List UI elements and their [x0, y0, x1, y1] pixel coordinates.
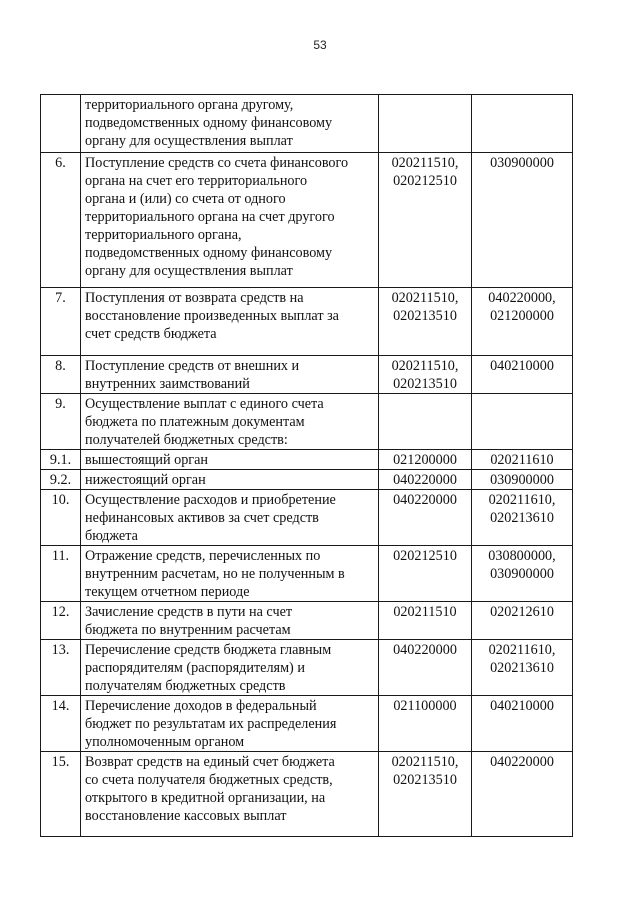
table-row — [41, 470, 573, 490]
table-row — [41, 153, 573, 288]
debit-code-cell — [379, 95, 472, 153]
description-line: территориального органа другому, — [85, 97, 294, 113]
description-line: бюджета по внутренним расчетам — [85, 622, 291, 638]
description-line: территориального органа, — [85, 227, 242, 243]
debit-code-cell — [379, 640, 472, 696]
credit-code-cell — [472, 95, 573, 153]
row-number-cell — [41, 95, 81, 153]
credit-code: 020212610 — [490, 604, 554, 620]
description-line: Отражение средств, перечисленных по — [85, 548, 321, 564]
debit-code-cell — [379, 470, 472, 490]
credit-code-cell — [472, 602, 573, 640]
debit-code-cell — [379, 394, 472, 450]
description-line: бюджет по результатам их распределения — [85, 716, 337, 732]
table-row — [41, 356, 573, 394]
credit-code-cell — [472, 450, 573, 470]
debit-code: 020211510, — [391, 754, 459, 770]
row-number: 12. — [51, 604, 70, 620]
debit-code: 020211510, — [391, 358, 459, 374]
debit-code: 020212510 — [393, 548, 457, 564]
description-line: Осуществление расходов и приобретение — [85, 492, 336, 508]
credit-code-cell — [472, 153, 573, 288]
credit-code-cell — [472, 394, 573, 450]
debit-code-cell — [379, 546, 472, 602]
description-line: нефинансовых активов за счет средств — [85, 510, 319, 526]
description-line: получателям бюджетных средств — [85, 678, 286, 694]
debit-code: 020211510 — [393, 604, 457, 620]
debit-code-cell — [379, 153, 472, 288]
description-line: территориального органа на счет другого — [85, 209, 335, 225]
table-row — [41, 752, 573, 837]
debit-code-cell — [379, 288, 472, 356]
credit-code-cell — [472, 356, 573, 394]
credit-code-cell — [472, 288, 573, 356]
debit-code: 020211510, — [391, 290, 459, 306]
description-line: Поступления от возврата средств на — [85, 290, 304, 306]
description-line: Поступление средств со счета финансового — [85, 155, 349, 171]
table-row — [41, 490, 573, 546]
debit-code-cell — [379, 696, 472, 752]
row-number-cell — [41, 356, 81, 394]
description-line: органу для осуществления выплат — [85, 263, 293, 279]
table-row — [41, 546, 573, 602]
row-number: 14. — [51, 698, 70, 714]
debit-code: 020213510 — [393, 376, 457, 392]
description-line: подведомственных одному финансовому — [85, 245, 333, 261]
credit-code: 040220000 — [490, 754, 554, 770]
credit-code: 020213610 — [490, 510, 554, 526]
debit-code-cell — [379, 752, 472, 837]
description-line: внутренним расчетам, но не полученным в — [85, 566, 345, 582]
table-row — [41, 394, 573, 450]
description-line: бюджета по платежным документам — [85, 414, 305, 430]
debit-code: 021100000 — [393, 698, 457, 714]
description-cell — [81, 394, 379, 450]
description-cell — [81, 288, 379, 356]
credit-code: 021200000 — [490, 308, 554, 324]
description-cell — [81, 450, 379, 470]
description-line: восстановление произведенных выплат за — [85, 308, 339, 324]
description-line: Перечисление средств бюджета главным — [85, 642, 332, 658]
accounting-table — [40, 94, 573, 837]
credit-code-cell — [472, 470, 573, 490]
row-number: 7. — [55, 290, 66, 306]
debit-code: 040220000 — [393, 472, 457, 488]
row-number: 9. — [55, 396, 66, 412]
description-cell — [81, 470, 379, 490]
description-cell — [81, 490, 379, 546]
description-cell — [81, 752, 379, 837]
description-line: восстановление кассовых выплат — [85, 808, 287, 824]
row-number: 10. — [51, 492, 70, 508]
description-line: органа на счет его территориального — [85, 173, 308, 189]
row-number: 13. — [51, 642, 70, 658]
row-number: 11. — [51, 548, 70, 564]
credit-code: 030900000 — [490, 566, 554, 582]
row-number-cell — [41, 394, 81, 450]
description-line: Осуществление выплат с единого счета — [85, 396, 324, 412]
table-row — [41, 450, 573, 470]
credit-code-cell — [472, 640, 573, 696]
row-number: 9.2. — [49, 472, 72, 488]
debit-code-cell — [379, 356, 472, 394]
debit-code: 020212510 — [393, 173, 457, 189]
description-line: органа и (или) со счета от одного — [85, 191, 286, 207]
credit-code-cell — [472, 490, 573, 546]
row-number: 9.1. — [49, 452, 72, 468]
description-cell — [81, 696, 379, 752]
row-number-cell — [41, 450, 81, 470]
credit-code: 020211610, — [488, 492, 556, 508]
description-cell — [81, 356, 379, 394]
description-line: Зачисление средств в пути на счет — [85, 604, 293, 620]
credit-code: 040220000, — [488, 290, 556, 306]
description-cell — [81, 602, 379, 640]
description-line: Поступление средств от внешних и — [85, 358, 300, 374]
description-line: бюджета — [85, 528, 138, 544]
debit-code: 020213510 — [393, 308, 457, 324]
row-number-cell — [41, 288, 81, 356]
description-cell — [81, 640, 379, 696]
page-number: 53 — [313, 38, 327, 52]
row-number-cell — [41, 153, 81, 288]
credit-code-cell — [472, 752, 573, 837]
credit-code: 030900000 — [490, 155, 554, 171]
row-number-cell — [41, 696, 81, 752]
credit-code: 040210000 — [490, 358, 554, 374]
row-number: 15. — [51, 754, 70, 770]
description-line: нижестоящий орган — [85, 472, 206, 488]
debit-code-cell — [379, 490, 472, 546]
credit-code: 020213610 — [490, 660, 554, 676]
table-row — [41, 602, 573, 640]
debit-code: 040220000 — [393, 642, 457, 658]
credit-code-cell — [472, 696, 573, 752]
description-cell — [81, 95, 379, 153]
credit-code: 040210000 — [490, 698, 554, 714]
row-number: 6. — [55, 155, 66, 171]
credit-code: 030900000 — [490, 472, 554, 488]
debit-code: 020211510, — [391, 155, 459, 171]
description-line: вышестоящий орган — [85, 452, 209, 468]
description-line: счет средств бюджета — [85, 326, 217, 342]
description-line: внутренних заимствований — [85, 376, 250, 392]
row-number-cell — [41, 470, 81, 490]
credit-code: 020211610 — [490, 452, 554, 468]
row-number-cell — [41, 546, 81, 602]
debit-code-cell — [379, 602, 472, 640]
description-line: распорядителям (распорядителям) и — [85, 660, 305, 676]
description-line: Перечисление доходов в федеральный — [85, 698, 317, 714]
description-line: уполномоченным органом — [85, 734, 245, 750]
credit-code: 020211610, — [488, 642, 556, 658]
description-line: подведомственных одному финансовому — [85, 115, 333, 131]
debit-code: 021200000 — [393, 452, 457, 468]
row-number-cell — [41, 640, 81, 696]
table-row — [41, 640, 573, 696]
credit-code: 030800000, — [488, 548, 556, 564]
table-row — [41, 288, 573, 356]
credit-code-cell — [472, 546, 573, 602]
debit-code-cell — [379, 450, 472, 470]
description-cell — [81, 546, 379, 602]
description-line: органу для осуществления выплат — [85, 133, 293, 149]
description-line: получателей бюджетных средств: — [85, 432, 288, 448]
table-body — [41, 95, 573, 837]
description-cell — [81, 153, 379, 288]
description-line: Возврат средств на единый счет бюджета — [85, 754, 335, 770]
row-number-cell — [41, 602, 81, 640]
row-number: 8. — [55, 358, 66, 374]
table-row — [41, 696, 573, 752]
description-line: открытого в кредитной организации, на — [85, 790, 326, 806]
description-line: текущем отчетном периоде — [85, 584, 250, 600]
table-row — [41, 95, 573, 153]
debit-code: 040220000 — [393, 492, 457, 508]
row-number-cell — [41, 752, 81, 837]
description-line: со счета получателя бюджетных средств, — [85, 772, 333, 788]
debit-code: 020213510 — [393, 772, 457, 788]
row-number-cell — [41, 490, 81, 546]
